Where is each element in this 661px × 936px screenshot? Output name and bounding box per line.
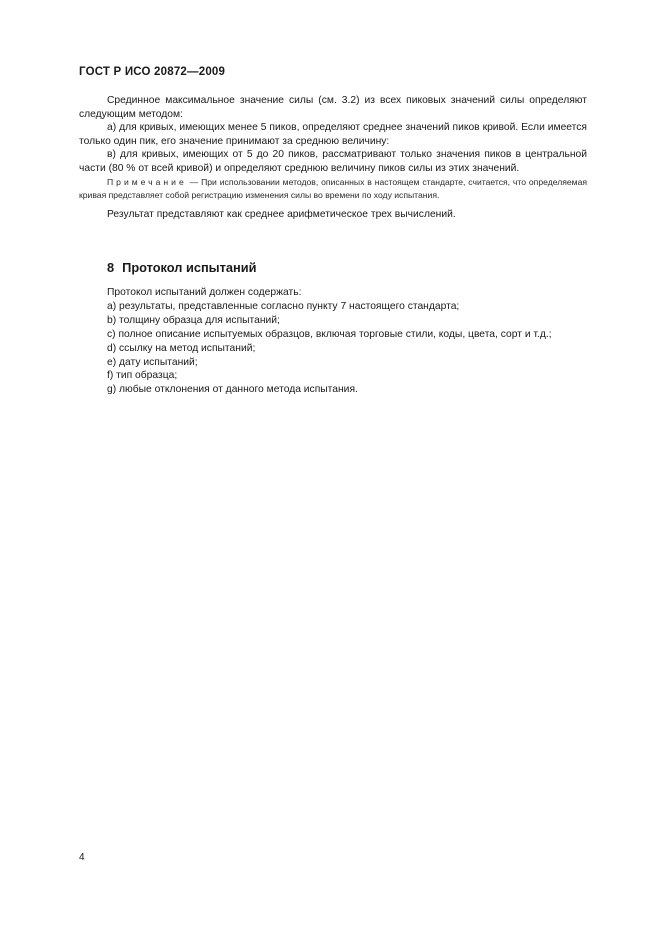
document-code: ГОСТ Р ИСО 20872—2009 (79, 66, 226, 78)
protocol-list (107, 286, 587, 397)
note-label: Примечание (107, 177, 187, 187)
intro-paragraph: Срединное максимальное значение силы (см. 3.2) из всех пиковых значений силы определяют следующим методом: (79, 95, 587, 120)
body-paragraphs (79, 94, 587, 176)
list-item: а) результаты, представленные согласно пункту 7 настоящего стандарта; (107, 300, 460, 312)
list-item: b) толщину образца для испытаний; (107, 314, 280, 326)
result-paragraph: Результат представляют как среднее арифметическое трех вычислений. (107, 209, 456, 220)
section-heading (107, 260, 256, 275)
item-a-paragraph: а) для кривых, имеющих менее 5 пиков, определяют среднее значений пиков кривой. Если имеется только один пик, его значение принимают за среднюю величину: (79, 122, 587, 147)
section-title: Протокол испытаний (122, 260, 257, 275)
note-block (79, 176, 587, 201)
section-number: 8 (107, 260, 115, 275)
note-text: — При использовании методов, описанных в настоящем стандарте, считается, что определяемая кривая представляет собой регистрацию изменения силы во времени по ходу испытания. (79, 177, 587, 200)
list-item: d) ссылку на метод испытаний; (107, 342, 256, 354)
result-block (79, 208, 587, 222)
protocol-intro: Протокол испытаний должен содержать: (107, 287, 302, 298)
list-item: с) полное описание испытуемых образцов, включая торговые стили, коды, цвета, сорт и т.д.; (107, 328, 552, 340)
list-item: е) дату испытаний; (107, 356, 198, 368)
item-b-paragraph: в) для кривых, имеющих от 5 до 20 пиков, рассматривают только значения пиков в центральной части (80 % от всей кривой) и определяют среднюю величину пиков силы из этих значений. (79, 149, 587, 174)
list-item: g) любые отклонения от данного метода испытания. (107, 384, 358, 396)
page-number: 4 (79, 852, 85, 863)
list-item: f) тип образца; (107, 370, 178, 382)
page-header (79, 66, 225, 78)
